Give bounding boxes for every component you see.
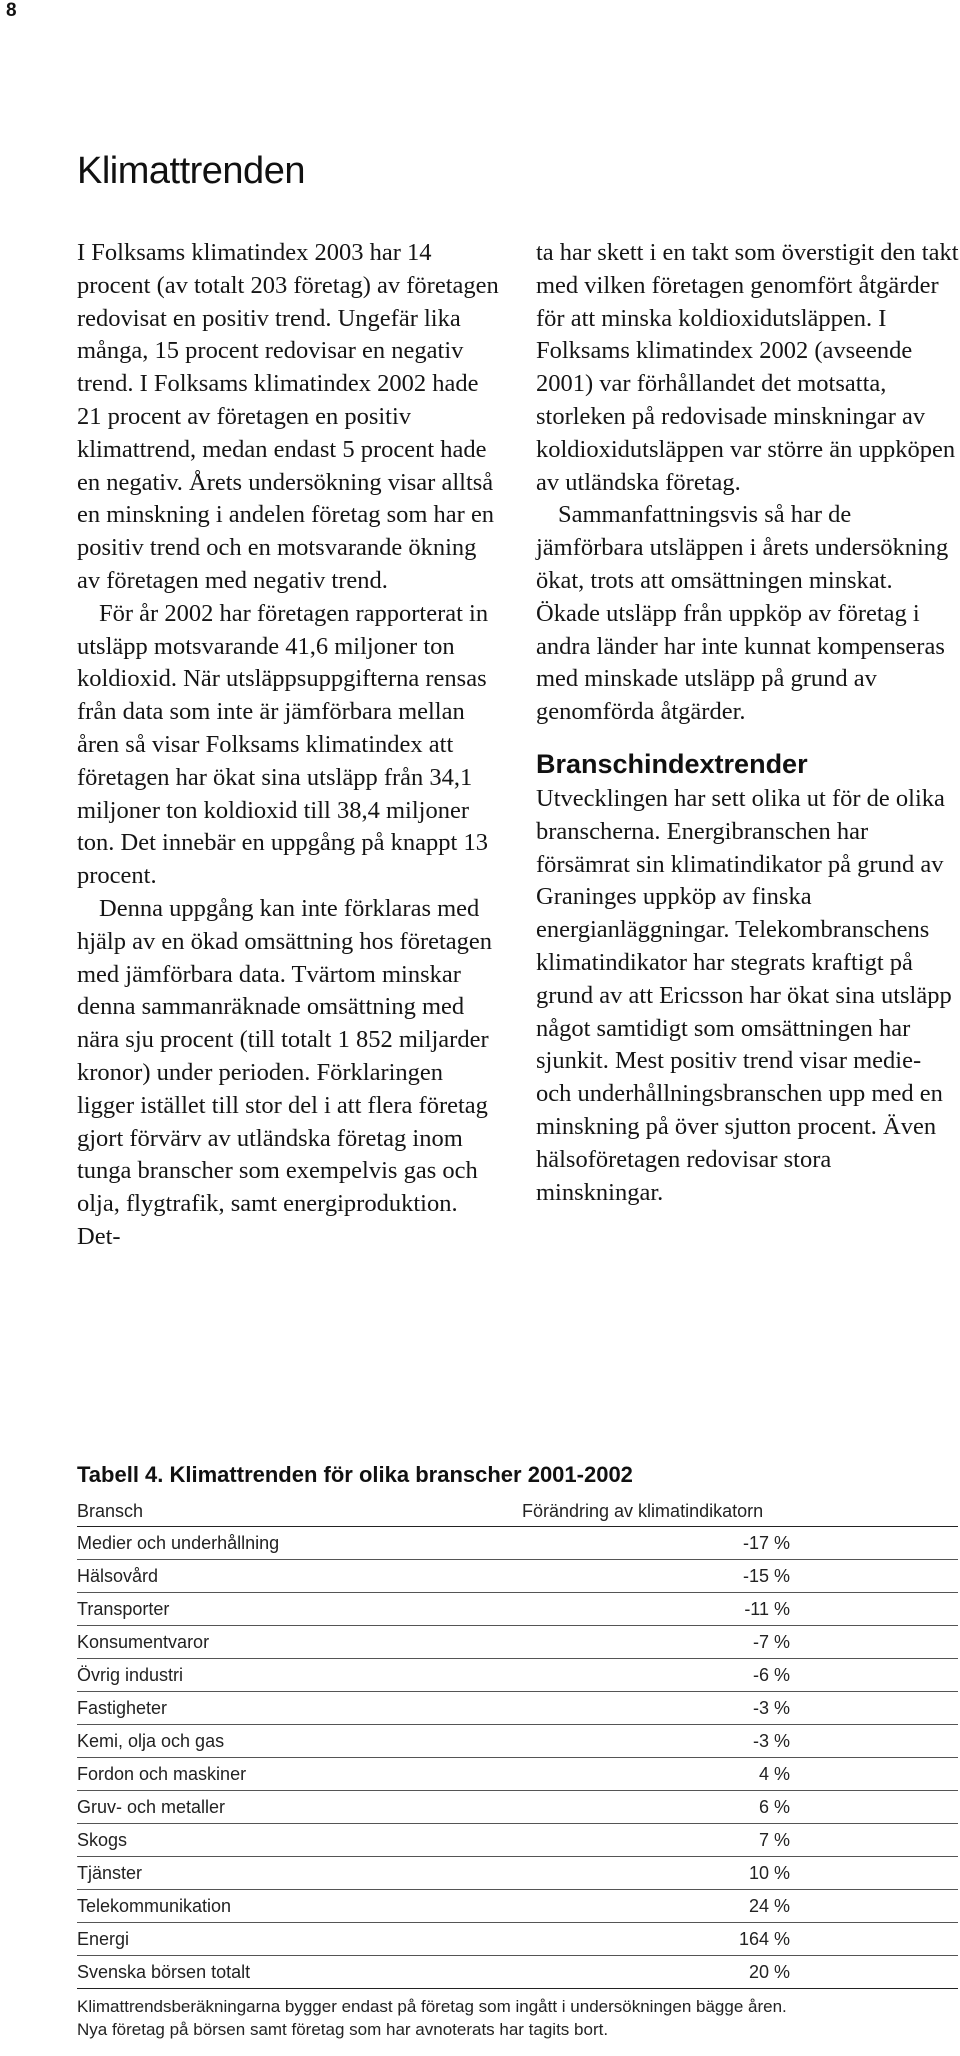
branch-cell: Gruv- och metaller [77, 1791, 522, 1824]
paragraph: ta har skett i en takt som överstigit den takt med vilken företagen genomfört åtgärder för att minska koldioxidutsläppen. I Folksams klimatindex 2002 (avseende 2001) var förhållandet det motsatta, storleken på redovisade minskningar av koldioxidutsläppen var större än uppköpen av utländska företag. [536, 239, 959, 496]
change-cell: 20 % [522, 1956, 958, 1989]
branch-cell: Energi [77, 1923, 522, 1956]
table-footnote [77, 1995, 958, 2041]
change-cell: -3 % [522, 1692, 958, 1725]
right-column [536, 237, 960, 1209]
footnote-line: Klimattrendsberäkningarna bygger endast på företag som ingått i undersökningen bägge åren. [77, 1997, 787, 2016]
table-row [77, 1527, 958, 1560]
column-header-branch: Bransch [77, 1496, 522, 1527]
change-cell: -6 % [522, 1659, 958, 1692]
branch-cell: Kemi, olja och gas [77, 1725, 522, 1758]
paragraph: Sammanfattningsvis så har de jämförbara utsläppen i årets undersökning ökat, trots att omsättningen minskat. Ökade utsläpp från uppköp av företag i andra länder har inte kunnat kompenseras med minskade utsläpp på grund av genomförda åtgärder. [536, 501, 949, 726]
table-row [77, 1923, 958, 1956]
table-row [77, 1791, 958, 1824]
change-cell: -3 % [522, 1725, 958, 1758]
branch-cell: Transporter [77, 1593, 522, 1626]
table-row [77, 1857, 958, 1890]
table-row [77, 1626, 958, 1659]
table-header-row [77, 1496, 958, 1527]
table-row [77, 1725, 958, 1758]
table-row [77, 1692, 958, 1725]
change-cell: 24 % [522, 1890, 958, 1923]
table-row [77, 1890, 958, 1923]
branch-cell: Hälsovård [77, 1560, 522, 1593]
branch-cell: Konsumentvaror [77, 1626, 522, 1659]
change-cell: 4 % [522, 1758, 958, 1791]
branch-cell: Övrig industri [77, 1659, 522, 1692]
table-title: Tabell 4. Klimattrenden för olika branscher 2001-2002 [77, 1462, 633, 1487]
table-row [77, 1824, 958, 1857]
change-cell: 10 % [522, 1857, 958, 1890]
branch-cell: Telekommunikation [77, 1890, 522, 1923]
branch-cell: Svenska börsen totalt [77, 1956, 522, 1989]
paragraph: I Folksams klimatindex 2003 har 14 procent (av totalt 203 företag) av företagen redovisat en positiv trend. Ungefär lika många, 15 procent redovisar en negativ trend. I Folksams klimatindex 2002 hade 21 procent av företagen en positiv klimattrend, medan endast 5 procent hade en negativ. Årets undersökning visar alltså en minskning i andelen företag som har en positiv trend och en motsvarande ökning av företagen med negativ trend. [77, 239, 499, 594]
change-cell: -7 % [522, 1626, 958, 1659]
data-table [77, 1496, 958, 1989]
table-row [77, 1659, 958, 1692]
branch-cell: Medier och underhållning [77, 1527, 522, 1560]
change-cell: -11 % [522, 1593, 958, 1626]
paragraph: För år 2002 har företagen rapporterat in utsläpp motsvarande 41,6 miljoner ton koldioxid. När utsläppsuppgifterna rensas från data som inte är jämförbara mellan åren så visar Folksams klimatindex att företagen har ökat sina utsläpp från 34,1 miljoner ton koldioxid till 38,4 miljoner ton. Det innebär en uppgång på knappt 13 procent. [77, 599, 489, 890]
table-row [77, 1758, 958, 1791]
change-cell: 164 % [522, 1923, 958, 1956]
column-header-change: Förändring av klimatindikatorn [522, 1496, 958, 1527]
table-row [77, 1560, 958, 1593]
footnote-line: Nya företag på börsen samt företag som har avnoterats har tagits bort. [77, 2020, 609, 2039]
change-cell: 6 % [522, 1791, 958, 1824]
table-section [77, 1462, 958, 2041]
branch-cell: Fordon och maskiner [77, 1758, 522, 1791]
branch-cell: Tjänster [77, 1857, 522, 1890]
left-column [77, 237, 502, 1254]
paragraph: Denna uppgång kan inte förklaras med hjälp av en ökad omsättning hos företagen med jämförbara data. Tvärtom minskar denna sammanräknade omsättning med nära sju procent (till totalt 1 852 miljarder kronor) under perioden. Förklaringen ligger istället till stor del i att flera företag gjort förvärv av utländska företag inom tunga branscher som exempelvis gas och olja, flygtrafik, samt energiproduktion. Det- [77, 894, 493, 1250]
table-row [77, 1593, 958, 1626]
change-cell: -17 % [522, 1527, 958, 1560]
page-title: Klimattrenden [77, 150, 305, 192]
change-cell: 7 % [522, 1824, 958, 1857]
paragraph: Utvecklingen har sett olika ut för de olika branscherna. Energibranschen har försämrat sin klimatindikator på grund av Graninges uppköp av finska energianläggningar. Telekombranschens klimatindikator har stegrats kraftigt på grund av att Ericsson har ökat sina utsläpp något samtidigt som omsättningen har sjunkit. Mest positiv trend visar medie- och underhållningsbranschen upp med en minskning på över sjutton procent. Även hälsoföretagen redovisar stora minskningar. [536, 784, 952, 1206]
change-cell: -15 % [522, 1560, 958, 1593]
page-number: 8 [6, 0, 17, 21]
table-row [77, 1956, 958, 1989]
branch-cell: Skogs [77, 1824, 522, 1857]
branch-cell: Fastigheter [77, 1692, 522, 1725]
section-heading: Branschindextrender [536, 748, 808, 779]
